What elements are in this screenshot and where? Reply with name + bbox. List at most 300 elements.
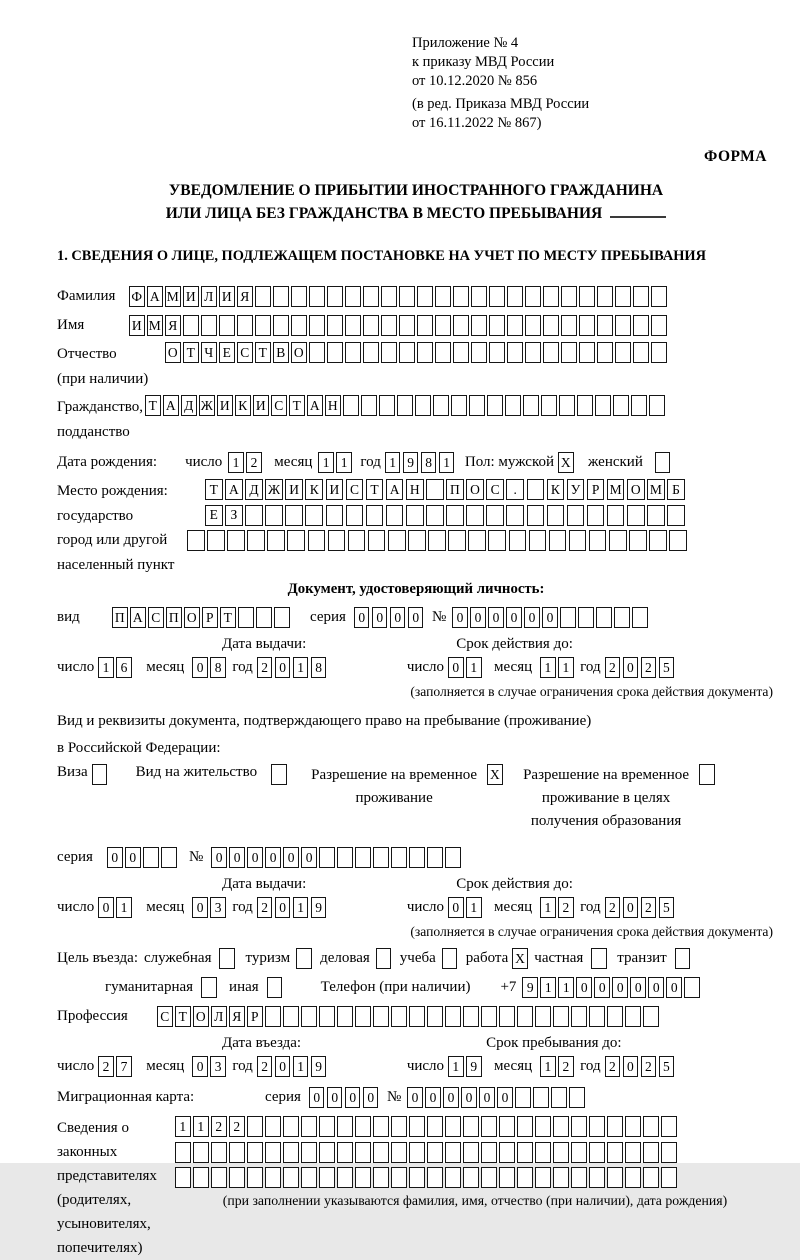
char-box[interactable] [426,505,444,526]
char-box[interactable] [675,948,691,969]
char-box[interactable] [579,342,595,363]
char-box[interactable] [661,1142,677,1163]
char-box[interactable] [274,607,290,628]
char-box[interactable] [368,530,386,551]
char-box[interactable] [643,1006,659,1027]
char-box[interactable] [607,1142,623,1163]
char-box[interactable] [469,395,485,416]
char-box[interactable] [527,479,545,500]
char-box[interactable] [669,530,687,551]
char-box[interactable] [267,530,285,551]
char-box[interactable]: Т [175,1006,191,1027]
char-box[interactable]: 0 [497,1087,513,1108]
char-box[interactable] [649,395,665,416]
char-box[interactable] [625,1142,641,1163]
char-box[interactable] [219,948,235,969]
char-box[interactable] [271,764,287,785]
char-box[interactable] [409,1142,425,1163]
char-box[interactable]: 9 [311,897,327,918]
char-box[interactable]: С [148,607,164,628]
char-box[interactable] [326,505,344,526]
char-box[interactable] [547,505,565,526]
char-box[interactable]: 1 [558,657,574,678]
char-box[interactable] [309,315,325,336]
char-box[interactable] [487,395,503,416]
char-box[interactable] [427,1006,443,1027]
char-box[interactable]: Л [201,286,217,307]
char-box[interactable] [201,315,217,336]
char-box[interactable] [435,286,451,307]
char-box[interactable]: 9 [466,1056,482,1077]
char-box[interactable] [543,342,559,363]
char-box[interactable] [553,1142,569,1163]
char-box[interactable] [376,948,392,969]
char-box[interactable]: 0 [354,607,370,628]
char-box[interactable] [614,607,630,628]
char-box[interactable] [607,1167,623,1188]
char-box[interactable] [337,1167,353,1188]
char-box[interactable]: 0 [524,607,540,628]
char-box[interactable]: 8 [311,657,327,678]
char-box[interactable] [346,505,364,526]
char-box[interactable]: 0 [461,1087,477,1108]
char-box[interactable] [211,1142,227,1163]
char-box[interactable] [305,505,323,526]
char-box[interactable] [615,315,631,336]
char-box[interactable] [426,479,444,500]
char-box[interactable] [433,395,449,416]
char-box[interactable] [551,1087,567,1108]
char-box[interactable] [507,286,523,307]
char-box[interactable] [523,395,539,416]
char-box[interactable]: 2 [558,1056,574,1077]
char-box[interactable] [633,342,649,363]
char-box[interactable] [247,1142,263,1163]
char-box[interactable] [386,505,404,526]
char-box[interactable]: Р [587,479,605,500]
char-box[interactable]: И [217,395,233,416]
char-box[interactable] [453,342,469,363]
char-box[interactable] [463,1006,479,1027]
char-box[interactable]: А [147,286,163,307]
char-box[interactable] [427,1142,443,1163]
char-box[interactable]: 0 [407,1087,423,1108]
char-box[interactable] [161,847,177,868]
char-box[interactable]: 1 [448,1056,464,1077]
char-box[interactable] [409,847,425,868]
char-box[interactable] [319,1167,335,1188]
char-box[interactable] [517,1167,533,1188]
char-box[interactable]: 2 [605,897,621,918]
char-box[interactable]: 1 [293,897,309,918]
char-box[interactable]: X [487,764,503,785]
char-box[interactable]: 5 [659,897,675,918]
char-box[interactable] [609,530,627,551]
char-box[interactable] [527,505,545,526]
char-box[interactable] [381,315,397,336]
char-box[interactable] [569,530,587,551]
char-box[interactable] [355,1167,371,1188]
char-box[interactable] [453,315,469,336]
char-box[interactable]: С [157,1006,173,1027]
char-box[interactable] [543,286,559,307]
char-box[interactable]: 1 [98,657,114,678]
char-box[interactable] [471,342,487,363]
char-box[interactable]: 0 [390,607,406,628]
char-box[interactable]: З [225,505,243,526]
char-box[interactable] [571,1116,587,1137]
char-box[interactable] [355,1116,371,1137]
char-box[interactable]: Ф [129,286,145,307]
char-box[interactable]: 8 [210,657,226,678]
char-box[interactable]: Т [205,479,223,500]
char-box[interactable] [489,286,505,307]
char-box[interactable] [578,607,594,628]
char-box[interactable] [427,847,443,868]
char-box[interactable] [647,505,665,526]
char-box[interactable]: 2 [641,897,657,918]
char-box[interactable] [489,342,505,363]
char-box[interactable] [175,1142,191,1163]
char-box[interactable] [651,342,667,363]
char-box[interactable] [561,286,577,307]
char-box[interactable] [627,505,645,526]
char-box[interactable] [399,315,415,336]
char-box[interactable] [391,1167,407,1188]
char-box[interactable]: 0 [648,977,664,998]
char-box[interactable] [201,977,217,998]
char-box[interactable] [265,1116,281,1137]
char-box[interactable] [553,1006,569,1027]
char-box[interactable] [499,1116,515,1137]
char-box[interactable] [613,395,629,416]
char-box[interactable] [633,286,649,307]
char-box[interactable] [256,607,272,628]
char-box[interactable]: 2 [558,897,574,918]
char-box[interactable]: 0 [211,847,227,868]
char-box[interactable] [409,1006,425,1027]
char-box[interactable] [561,342,577,363]
char-box[interactable] [388,530,406,551]
char-box[interactable]: 0 [542,607,558,628]
char-box[interactable] [175,1167,191,1188]
char-box[interactable]: И [183,286,199,307]
char-box[interactable]: 7 [116,1056,132,1077]
char-box[interactable] [445,847,461,868]
char-box[interactable]: Я [229,1006,245,1027]
char-box[interactable] [247,530,265,551]
char-box[interactable] [607,505,625,526]
char-box[interactable] [533,1087,549,1108]
char-box[interactable]: О [184,607,200,628]
char-box[interactable]: 0 [448,657,464,678]
char-box[interactable] [319,1116,335,1137]
char-box[interactable]: А [307,395,323,416]
char-box[interactable] [399,286,415,307]
char-box[interactable] [505,395,521,416]
char-box[interactable] [309,286,325,307]
char-box[interactable] [651,315,667,336]
char-box[interactable] [517,1116,533,1137]
char-box[interactable] [517,1006,533,1027]
char-box[interactable] [481,1167,497,1188]
char-box[interactable] [391,1006,407,1027]
char-box[interactable] [397,395,413,416]
char-box[interactable]: 9 [522,977,538,998]
char-box[interactable]: С [271,395,287,416]
char-box[interactable]: Ж [265,479,283,500]
char-box[interactable] [319,847,335,868]
char-box[interactable]: 2 [605,1056,621,1077]
char-box[interactable] [319,1006,335,1027]
char-box[interactable] [227,530,245,551]
char-box[interactable]: 3 [210,1056,226,1077]
char-box[interactable]: 0 [363,1087,379,1108]
char-box[interactable]: И [219,286,235,307]
char-box[interactable]: П [446,479,464,500]
char-box[interactable] [301,1006,317,1027]
char-box[interactable] [625,1167,641,1188]
char-box[interactable] [481,1116,497,1137]
char-box[interactable] [187,530,205,551]
char-box[interactable]: С [486,479,504,500]
char-box[interactable] [301,1167,317,1188]
char-box[interactable] [193,1142,209,1163]
char-box[interactable] [327,286,343,307]
char-box[interactable] [561,315,577,336]
char-box[interactable] [391,1116,407,1137]
char-box[interactable] [143,847,159,868]
char-box[interactable] [345,342,361,363]
char-box[interactable] [625,1006,641,1027]
char-box[interactable] [589,1006,605,1027]
char-box[interactable] [363,286,379,307]
char-box[interactable] [507,315,523,336]
char-box[interactable] [247,1167,263,1188]
char-box[interactable] [667,505,685,526]
char-box[interactable] [373,1142,389,1163]
char-box[interactable] [631,395,647,416]
char-box[interactable]: 0 [192,657,208,678]
char-box[interactable] [571,1142,587,1163]
char-box[interactable]: 1 [540,897,556,918]
char-box[interactable]: 0 [98,897,114,918]
char-box[interactable]: 8 [421,452,437,473]
char-box[interactable]: 5 [659,657,675,678]
char-box[interactable] [366,505,384,526]
char-box[interactable]: А [225,479,243,500]
char-box[interactable] [515,1087,531,1108]
char-box[interactable] [535,1006,551,1027]
char-box[interactable] [525,315,541,336]
char-box[interactable]: 2 [257,657,273,678]
char-box[interactable]: 1 [439,452,455,473]
char-box[interactable]: Я [237,286,253,307]
char-box[interactable] [265,1142,281,1163]
char-box[interactable]: Л [211,1006,227,1027]
char-box[interactable]: 1 [318,452,334,473]
char-box[interactable] [529,530,547,551]
char-box[interactable]: О [193,1006,209,1027]
char-box[interactable]: 0 [265,847,281,868]
char-box[interactable] [229,1167,245,1188]
char-box[interactable] [577,395,593,416]
char-box[interactable] [408,530,426,551]
char-box[interactable] [589,1142,605,1163]
char-box[interactable]: К [235,395,251,416]
char-box[interactable] [373,1116,389,1137]
char-box[interactable]: 0 [125,847,141,868]
char-box[interactable] [363,315,379,336]
char-box[interactable]: Д [181,395,197,416]
char-box[interactable] [615,286,631,307]
char-box[interactable]: 0 [488,607,504,628]
char-box[interactable] [684,977,700,998]
char-box[interactable]: 0 [345,1087,361,1108]
char-box[interactable] [247,1116,263,1137]
char-box[interactable] [632,607,648,628]
char-box[interactable] [255,315,271,336]
char-box[interactable] [337,1142,353,1163]
char-box[interactable] [415,395,431,416]
char-box[interactable]: Т [289,395,305,416]
char-box[interactable]: 0 [283,847,299,868]
char-box[interactable] [417,315,433,336]
char-box[interactable]: 0 [301,847,317,868]
char-box[interactable] [468,530,486,551]
char-box[interactable]: 1 [540,977,556,998]
char-box[interactable] [255,286,271,307]
char-box[interactable]: П [112,607,128,628]
char-box[interactable]: Н [406,479,424,500]
char-box[interactable] [406,505,424,526]
char-box[interactable]: Т [220,607,236,628]
char-box[interactable] [417,286,433,307]
char-box[interactable] [399,342,415,363]
char-box[interactable] [489,315,505,336]
char-box[interactable]: 3 [210,897,226,918]
char-box[interactable] [267,977,283,998]
char-box[interactable] [615,342,631,363]
char-box[interactable] [643,1116,659,1137]
char-box[interactable] [481,1142,497,1163]
char-box[interactable] [643,1142,659,1163]
char-box[interactable] [571,1006,587,1027]
char-box[interactable]: А [130,607,146,628]
char-box[interactable] [525,342,541,363]
char-box[interactable]: 0 [623,897,639,918]
char-box[interactable] [589,1167,605,1188]
char-box[interactable] [507,342,523,363]
char-box[interactable] [549,530,567,551]
char-box[interactable]: 1 [558,977,574,998]
char-box[interactable]: 0 [443,1087,459,1108]
char-box[interactable] [587,505,605,526]
char-box[interactable]: 0 [309,1087,325,1108]
char-box[interactable] [291,286,307,307]
char-box[interactable] [355,1006,371,1027]
char-box[interactable] [595,395,611,416]
char-box[interactable]: Т [145,395,161,416]
char-box[interactable] [409,1116,425,1137]
char-box[interactable]: 0 [275,657,291,678]
char-box[interactable] [597,342,613,363]
char-box[interactable] [567,505,585,526]
char-box[interactable] [273,315,289,336]
char-box[interactable] [517,1142,533,1163]
char-box[interactable]: И [253,395,269,416]
char-box[interactable] [559,395,575,416]
char-box[interactable]: Я [165,315,181,336]
char-box[interactable] [543,315,559,336]
char-box[interactable]: 2 [246,452,262,473]
char-box[interactable] [509,530,527,551]
char-box[interactable]: 0 [247,847,263,868]
char-box[interactable] [629,530,647,551]
char-box[interactable] [92,764,108,785]
char-box[interactable] [525,286,541,307]
char-box[interactable] [373,1006,389,1027]
char-box[interactable]: 0 [623,1056,639,1077]
char-box[interactable] [291,315,307,336]
char-box[interactable] [499,1006,515,1027]
char-box[interactable] [445,1116,461,1137]
char-box[interactable] [442,948,458,969]
char-box[interactable]: X [512,948,528,969]
char-box[interactable]: 1 [466,657,482,678]
char-box[interactable] [466,505,484,526]
char-box[interactable] [309,342,325,363]
char-box[interactable] [296,948,312,969]
char-box[interactable] [649,530,667,551]
char-box[interactable]: 1 [193,1116,209,1137]
char-box[interactable] [301,1142,317,1163]
char-box[interactable]: 1 [385,452,401,473]
char-box[interactable] [535,1116,551,1137]
char-box[interactable]: 2 [257,897,273,918]
char-box[interactable] [283,1167,299,1188]
char-box[interactable]: 0 [408,607,424,628]
char-box[interactable] [265,1006,281,1027]
char-box[interactable] [553,1116,569,1137]
char-box[interactable] [355,847,371,868]
char-box[interactable]: Т [366,479,384,500]
char-box[interactable] [391,1142,407,1163]
char-box[interactable] [569,1087,585,1108]
char-box[interactable] [651,286,667,307]
char-box[interactable]: 2 [641,657,657,678]
char-box[interactable] [446,505,464,526]
char-box[interactable] [381,342,397,363]
char-box[interactable] [287,530,305,551]
char-box[interactable] [499,1167,515,1188]
char-box[interactable]: 6 [116,657,132,678]
char-box[interactable]: 0 [612,977,628,998]
char-box[interactable] [337,1006,353,1027]
char-box[interactable] [571,1167,587,1188]
char-box[interactable] [427,1116,443,1137]
char-box[interactable] [328,530,346,551]
char-box[interactable] [589,1116,605,1137]
char-box[interactable] [463,1167,479,1188]
char-box[interactable] [589,530,607,551]
char-box[interactable]: 9 [311,1056,327,1077]
char-box[interactable]: 2 [98,1056,114,1077]
char-box[interactable]: 1 [293,657,309,678]
char-box[interactable]: 1 [540,657,556,678]
char-box[interactable] [633,315,649,336]
char-box[interactable]: Н [325,395,341,416]
